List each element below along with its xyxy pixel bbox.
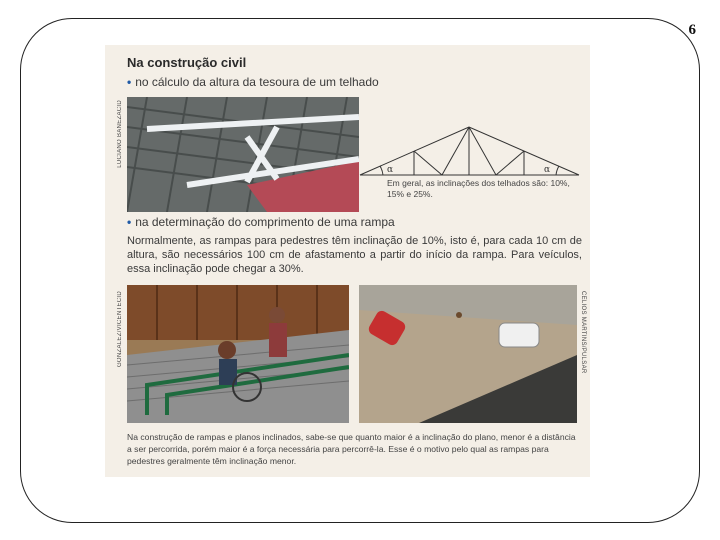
ramp-photo: [127, 285, 349, 423]
street-photo: [359, 285, 577, 423]
photo-credit-street: CELIOS MARTINS/PULSAR: [580, 291, 586, 374]
angle-left-label: α: [387, 165, 394, 175]
textbook-scan: [105, 45, 590, 477]
bullet-ramp-text: na determinação do comprimento de uma rampa: [135, 215, 395, 229]
photo-credit-roof: LUCIANO BANEZACID: [117, 100, 123, 168]
truss-caption: Em geral, as inclinações dos telhados são: 10%, 15% e 25%.: [387, 178, 570, 199]
bullet-dot-icon: •: [127, 75, 132, 89]
angle-right-label: α: [544, 165, 551, 175]
section-heading: Na construção civil: [127, 55, 247, 70]
bullet-ramp: [127, 215, 395, 229]
roof-photo: [127, 97, 359, 212]
photo-credit-ramp: GONZALEZ/VICENTECID: [117, 291, 123, 368]
roof-truss-diagram: [357, 123, 582, 183]
bottom-caption: Na construção de rampas e planos inclinados, sabe-se que quanto maior é a inclinação do plano, menor é a distância a ser percorrida, porém maior é a força necessária para percorrê-la. Esse é o motivo pelo qual as rampas para pedestres geralmente têm inclinação menor.: [127, 432, 576, 466]
bullet-roof-text: no cálculo da altura da tesoura de um telhado: [135, 75, 379, 89]
ramp-paragraph: Normalmente, as rampas para pedestres têm inclinação de 10%, isto é, para cada 10 cm de altura, são necessários 100 cm de afastamento a partir do início da rampa. Para veículos, essa inclinação pode chegar a 30%.: [127, 235, 582, 275]
bullet-dot-icon: •: [127, 215, 132, 229]
bullet-roof: [127, 75, 379, 89]
page-number: 6: [688, 22, 696, 38]
